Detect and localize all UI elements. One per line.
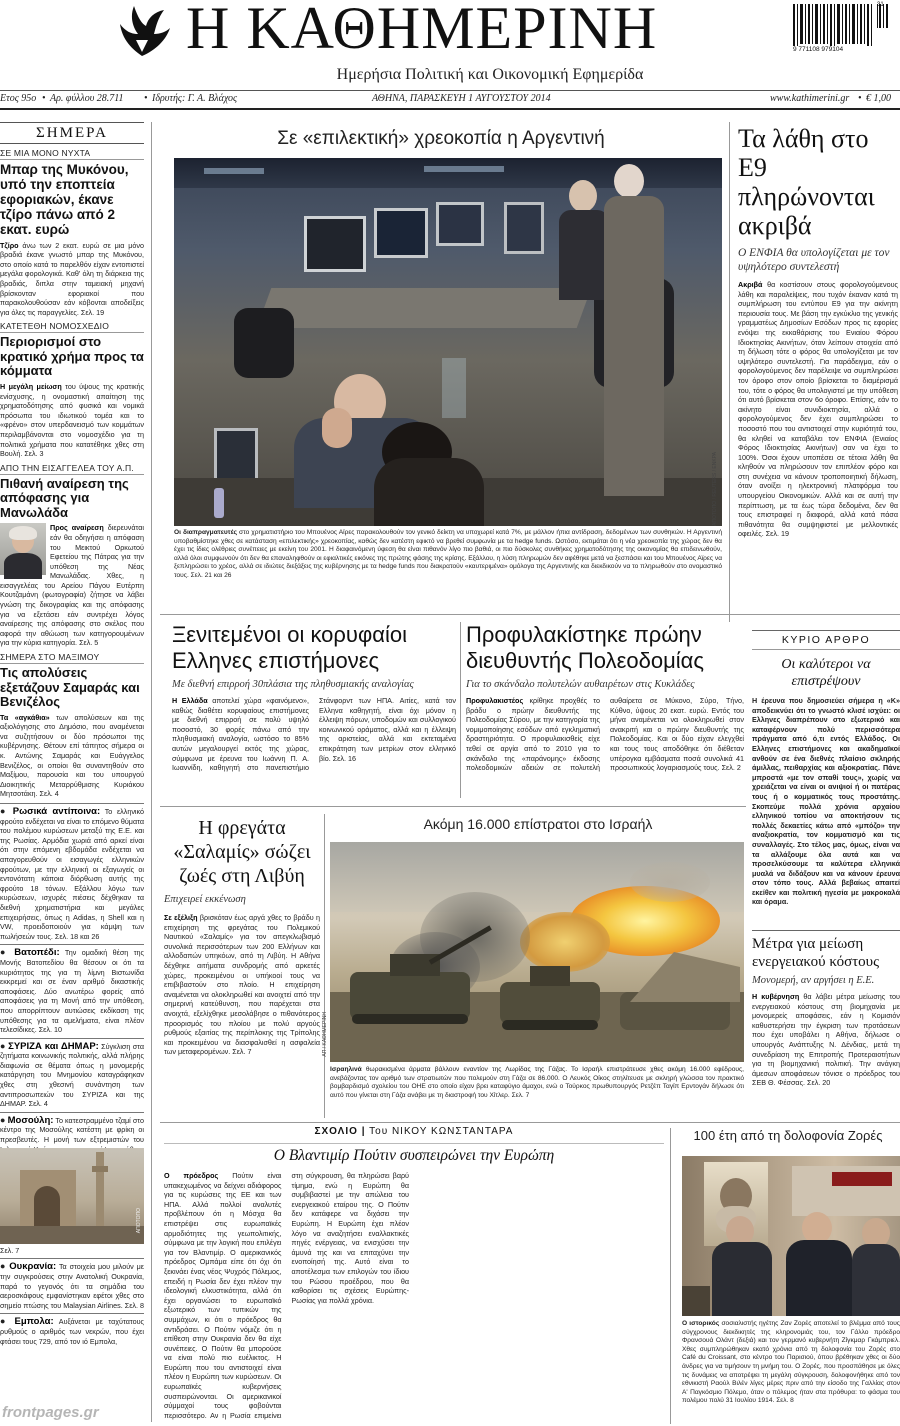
- energy-subhead: Μονομερή, αν αργήσει η Ε.Ε.: [752, 975, 875, 986]
- sidebar-headline: Πιθανή αναίρεση της απόφασης για Μανωλάδα: [0, 475, 129, 520]
- column-label: ΣΧΟΛΙΟ: [314, 1126, 358, 1137]
- caption-text: θωρακισμένα άρματα βάλλουν εναντίον της Λωρίδας της Γάζας. Το Ισραήλ επιστράτευσε χθες ακόμη 16.000 εφέδρους, ανεβάζοντας τον αριθμό των στρατιωτών που πολεμούν στη Γάζα σε 86.000. Ο Λευκός Οίκος στηλίτευσε με σκληρή γλώσσα τον πρακτικό βομβαρδισμό σχολείου του ΟΗΕ στο οποίο είχαν βρει καταφύγιο άμαχοι, ενώ ο Τούρκος πρωθυπουργός Ρετζέπ Ταγίπ Ερντογάν δήλωσε ότι αυτό που γίνεται στη Γάζα ανάβει με τη διαστροφή του Χίτλερ.: [330, 1066, 744, 1099]
- founder: Ιδρυτής: Γ. Α. Βλάχος: [152, 93, 238, 104]
- lead-in: Τα «αγκάθια»: [0, 712, 50, 722]
- lead-in: Η μεγάλη μείωση: [0, 381, 62, 391]
- argentina-caption: [174, 529, 722, 605]
- frigate-body: βρισκόταν έως αργά χθες το βράδυ η επιχείρηση της φρεγάτας του Πολεμικού Ναυτικού «Σαλαμίς» για τον απεγκλωβισμό συνολικά περισσότερων των 200 Ελλήνων και αλλοδαπών υπηκόων, από τη Λιβύη. Η Αθήνα δέχθηκε αιτήματα συνδρομής από αρκετές χώρες, προκειμένου οι υπήκοοί τους να επιβιβαστούν στο πλοίο. Η επιχείρηση αναμένεται να ολοκληρωθεί και ανοιχτεί από την σημερινή κατεύθυνση, που παρέχεται στα ανοιχτά, εξελίχθηκε μεσολάβησε ο πιθανότερος προορισμός του πλοίου με πολύ αργούς ρυθμούς εξαιτίας της περίπλοκης της Τρίπολης και προκειμένου να διασφαλισθεί η ασφαλεία των μεταφερομένων.: [164, 913, 320, 1057]
- column-story[interactable]: [164, 1126, 664, 1426]
- sidebar-body: άνω των 2 εκατ. ευρώ σε μια μόνο βραδιά έκανε γνωστό μπαρ της Μυκόνου, στο οποίο κατά το παρελθόν είχαν εντοπιστεί μεγάλα φορολογικά. Καθ' όλη τη διάρκεια της βραδιάς, διπλα στην ταμειακή μηχανή βρίσκονταν εφοριακοί που παρακολουθούσαν εάν κόβονται αποδείξεις για όλες τις παραγγελίες.: [0, 240, 144, 317]
- page-ref: Σελ. 21 και 26: [190, 571, 232, 579]
- jaures-photo: [682, 1156, 900, 1316]
- argentina-headline: Σε «επιλεκτική» χρεοκοπία η Αργεντινή: [277, 128, 605, 149]
- mosul-photo: [0, 1148, 144, 1244]
- lead-in: Η κυβέρνηση: [752, 992, 800, 1001]
- page-ref: Σελ. 16: [332, 753, 356, 763]
- urban-body: κρίθηκε προχθές το βράδυ ο πρώην διευθυντής της Πολεοδομίας Σύρου, με την κατηγορία της νομιμοποίησης εσόδων από εγκληματική δραστηριότητα. Ο προφυλακισθείς είχε τεθεί σε αργία από το 2010 για το σκάνδαλο της «παράνομης» έκδοσης πολεοδομικών αδειών σε πολυτελή αυθαίρετα σε Μύκονο, Σύρο, Τήνο, Κύθνο, ύψους 20 εκατ. ευρώ. Εντός του μήνα αναμένεται να ολοκληρωθεί στον ανακριτή και ο πρώην διευθυντής της Πολεοδομίας. Και οι δύο είχαν ελεγχθεί και τους τους αποδόθηκε ότι διέθεταν υπέρογκα εμβάσματα ποσά συνολικά 41 προσωπικούς λογαριασμούς τους.: [466, 696, 744, 773]
- jaures-caption: [682, 1320, 900, 1424]
- issue-number: Αρ. φύλλου 28.711: [50, 93, 124, 104]
- scientists-headline: Ξενιτεμένοι οι κορυφαίοι Ελληνες επιστήμονες: [172, 622, 407, 673]
- scientists-subhead: Με διεθνή επιρροή 30πλάσια της πληθυσμιακής αναλογίας: [172, 679, 414, 690]
- page-ref: Σελ. 5: [79, 638, 99, 648]
- masthead: [0, 0, 900, 115]
- israel-photo: [330, 842, 744, 1062]
- brief-body: Τα στοιχεία μου μιλούν με την συγκρούσεις στην Ανατολική Ουκρανία, παρά το γεγονός ότι τα σημάδια του αεροσκάφους εμφανίστηκαν εφέτοι χθες στο σημείο πτώσης του Malaysian Airlines.: [0, 1262, 145, 1310]
- watermark: frontpages.gr: [2, 1404, 99, 1421]
- energy-story[interactable]: [752, 930, 900, 1122]
- page-ref: Σελ. 7: [511, 1091, 530, 1099]
- argentina-photo: [174, 158, 722, 526]
- brief-body: Το ελληνικό φρούτο ενδέχεται να είναι το επόμενο θύματα του πολέμου κυρώσεων μεταξύ της Ε.Ε. και της Ρωσίας. Αρμόδια χωριά από αρκεί είναι ότι στην επόμενη εβδομάδα ενδέχεται να απαγορευθούν οι εισαγωγές ελληνικών φρούτων, με την ελληνική οι εξαγωγείς οι εντονότατη κάποια διόρθωση αυτής της φρούτο 18 τόνων. Εξάλλου λόγω των κυρώσεων, ισχυρές πιέσεις δέχθηκαν τα διεθνή χρηματιστήρια και μεγάλες επιχειρήσεις, όπως η Adidas, η Shell και η VW, προειδοποιούν για κάμψη των πωλήσεών τους.: [0, 807, 145, 941]
- column-byline: ΣΧΟΛΙΟ | Του ΝΙΚΟΥ ΚΩΝΣΤΑΝΤΑΡΑ: [314, 1126, 514, 1137]
- lead-in: Μοσούλη:: [7, 1114, 54, 1126]
- sidebar-kicker: ΚΑΤΕΤΕΘΗ ΝΟΜΟΣΧΕΔΙΟ: [0, 321, 144, 333]
- brief[interactable]: ● Εμπολα: Αυξάνεται με ταχύτατους ρυθμούς ο αριθμός των νεκρών, που έχει φτάσει τους 729, από τον ιό Εμπολα,: [0, 1313, 144, 1346]
- brief[interactable]: ● Ρωσικά αντίποινα: Το ελληνικό φρούτο ενδέχεται να είναι το επόμενο θύματα του πολέμου κυρώσεων μεταξύ της Ε.Ε. και της Ρωσίας. Αρμόδια χωριά από αρκεί είναι ότι στην επόμενη εβδομάδα ενδέχεται να απαγορευθούν οι εισαγωγές ελληνικών φρούτων, με την ελληνική οι εξαγωγείς οι εντονότατη κάποια διόρθωση αυτής της φρούτο 18 τόνων. Εξάλλου λόγω των κυρώσεων, ισχυρές πιέσεις δέχθηκαν τα διεθνή χρηματιστήρια και μεγάλες επιχειρήσεις, όπως η Adidas, η Shell και η VW, προειδοποιούν για κάμψη των πωλήσεών τους. Σελ. 18 και 26: [0, 803, 144, 941]
- lead-in: Ο πρόεδρος: [164, 1171, 219, 1180]
- lead-in: Ο ιστορικός: [682, 1320, 720, 1327]
- page-ref: Σελ. 7: [0, 1245, 20, 1255]
- israel-caption: [330, 1066, 744, 1116]
- page-ref: Σελ. 18 και 26: [54, 931, 100, 941]
- page-ref: Σελ. 20: [807, 1078, 831, 1088]
- caption-text: σοσιαλιστής ηγέτης Ζαν Ζορές αποτελεί το βλέμμα από τους σύγχρονους διεκδικητές της κληρονομιάς του, τον Γάλλο πρόεδρο Φρανσουά Ολάντ (δεξιά) και τον γερμανό κυβερνήτη Ζίγκμαρ Γκάμπριελ. Χθες συμπληρώθηκαν εκατό χρόνια από τη δολοφονία του Ζορές στο Café du Croissant, στο κέντρο του Παρισιού, όπου βρέθηκαν χθες οι δύο άνδρες για να τιμήσουν τη μνήμη του. Ο Ζορές, που προσπάθησε με όλες τις δυνάμεις να αποτρέψει τη μεγάλη σύγκρουση, δολοφονήθηκε από τον εθνικιστή Ραούλ Βιλέν λίγες μέρες πριν από την είσοδο της Γαλλίας στον Α' Παγκόσμιο Πόλεμο, όταν ο πόλεμος ήταν στα πρόθυρα: το φάσμα του πολέμου πολύ 31 Ιουλίου 1914.: [682, 1320, 900, 1405]
- sidebar-body: του ύψους της κρατικής ενίσχυσης, η ονομαστική απαίτηση της χρηματοδότησης από φυσικά και νομικά πρόσωπα του ιδιωτικού τομέα και το «φρένο» στον υπερδανεισμό των κομμάτων περιλαμβάνονται στο νομοσχέδιο για τη πολιτικά χρήματα που κατατέθηκε χθες στη Βουλή.: [0, 381, 145, 459]
- lead-in: Ρωσικά αντίποινα:: [12, 806, 101, 818]
- urban-headline: Προφυλακίστηκε πρώην διευθυντής Πολεοδομίας: [466, 622, 704, 673]
- brief-body: Την ομαδική θέση της Μονής Βατοπεδίου θα θέσουν οι ότι τα κυριότητος της για τη λίμνη Βιστωνίδα εκκρεμεί και σε έναν αριθμό δικαστικής αποφάσεις. Δύο ανωτέρω φορείς από αποφάσεις για τη Μονή από την υπόθεση, που απορρίπτουν αυτιώσεις εκδίκαση της υπόθεσης για τα αμελήματα, είναι πλέον τελεσίδικες.: [0, 948, 145, 1035]
- prosecutor-photo: [0, 523, 46, 575]
- e9-body: θα κοστίσουν στους φορολογούμενους λάθη και παραλείψεις, που τυχόν έκαναν κατά τη συμπλήρωση του εντύπου Ε9 για την ακίνητη περιουσία τους. Με βάση την εγκύκλιο της γενικής γραμματέως Δημοσίων Εσόδων προς τις εφορίες ενόψει της εκκαθάρισης του Ενιαίου Φόρου Ιδιοκτησίας Ακινήτων, όταν λείπουν στοιχεία από τη δήλωση τότε ο φόρος θα υπολογίζεται με τον υψηλότερο συντελεστή. Για παράδειγμα, εάν ο φορολογούμενος δεν παρέλειψε να συμπληρώσει τον όροφο στον οποίο βρίσκεται το διαμέρισμά του, τότε ο φόρος θα υπολογιστεί με την υπόθεση ότι αυτό βρίσκεται στον 6ο όροφο. Επίσης, εάν το ακίνητο είναι συνιδιοκτησία, αλλά ο φορολογούμενος δεν έχει συμπληρώσει το ποσοστό που του αντιστοιχεί στην κυριότητά του, θα κληθεί να καταβάλει τον ΕΝΦΙΑ (Ενιαίος Φόρος Ιδιοκτησίας Ακινήτων) σαν να έχει το 100%. Όσοι έχουν υποπέσει σε τέτοια λάθη θα κληθούν να πληρώσουν τον επιπλέον φόρο και στη συνέχεια να κάνουν τροποποιητική δήλωση, όταν ανοίξει η ηλεκτρονική πλατφόρμα του υπουργείου Οικονομικών. Αλλά και σε αυτή την περίπτωση, με τα έως τώρα δεδομένα, δεν θα τους επιστραφεί η διαφορά, αλλά κατά πάσα πιθανότητα θα συμψηφιστεί με μελλοντικές οφειλές.: [738, 280, 898, 539]
- phoenix-logo-icon: [112, 4, 172, 60]
- energy-body: θα λάβει μέτρα μείωσης του ενεργειακού κόστους στη βιομηχανία με μονομερείς αποφάσεις, εάν η Κομισιόν καθυστερήσει την έγκριση των προτάσεων που έχει υποβάλει η Αθήνα, δήλωσε ο υπουργός Ανάπτυξης Ν. Δένδιας, μετά τη συνεδρίαση της Επιτροπής Προτεραιοτήτων για τη βιομηχανική πολιτική. Την ανάγκη άμεσων αποφάσεων τόνισε ο πρόεδρος του ΣΕΒ Θ. Φέσσας.: [752, 992, 900, 1088]
- jaures-headline: 100 έτη από τη δολοφονία Ζορές: [693, 1128, 883, 1143]
- sidebar-kicker: ΣΗΜΕΡΑ ΣΤΟ ΜΑΞΙΜΟΥ: [0, 652, 144, 664]
- frigate-story[interactable]: [164, 814, 320, 1124]
- sidebar-kicker: ΣΕ ΜΙΑ ΜΟΝΟ ΝΥΧΤΑ: [0, 148, 144, 160]
- page-ref: Σελ. 4: [28, 1099, 48, 1109]
- urban-story[interactable]: [466, 622, 744, 812]
- brief[interactable]: ● Μοσούλη: Το κατεστραμμένο τζαμί στο κέντρο της Μοσούλης κατέστη με φρίκη οι πρεσβευτές. Η μονή των εξτρεμιστών του ΑΠΟΤΟΠΟ Σελ. 7: [0, 1112, 144, 1256]
- lead-in: Σε εξέλιξη: [164, 913, 198, 922]
- brief-body: Το κατεστραμμένο τζαμί στο κέντρο της Μοσούλης κατέστη με φρίκη οι πρεσβευτές. Η μονή των εξτρεμιστών του: [0, 1115, 144, 1145]
- israel-headline: Ακόμη 16.000 επίστρατοι στο Ισραήλ: [423, 816, 653, 832]
- barcode-suffix: 31: [877, 2, 884, 8]
- lead-in: ΣΥΡΙΖΑ και ΔΗΜΑΡ:: [8, 1040, 99, 1052]
- sidebar-body: διερευνάται εάν θα οδηγήσει η απόφαση του Μεικτού Ορκωτού Εφετείου της Πάτρας για την υπόθεση της Νέας Μανωλάδας. Χθες, η εισαγγελέας του Αρείου Πάγου Ευτέρπη Κουτζαμάνη (φωτογραφία) ζήτησε να λάβει γνώση της δικογραφίας και της απόφασης για να εξετάσει εάν συντρέχει λόγος αναίρεσης της απόφασης στο σκέλος που αφορά την αθώωση των κατηγορουμένων για την κύρια κατηγορία.: [0, 523, 144, 648]
- scientists-story[interactable]: [172, 622, 456, 812]
- sidebar-item[interactable]: [0, 148, 144, 317]
- page-ref: Σελ. 10: [38, 1025, 62, 1035]
- photo-credit: ΑΠ / ΚΑΘΗΜΕΡΙΝΗ: [322, 1012, 328, 1057]
- page-ref: Σελ. 7: [232, 1047, 252, 1057]
- sidebar-headline: Περιορισμοί στο κρατικό χρήμα προς τα κόμματα: [0, 334, 144, 379]
- brief[interactable]: ● Βατοπέδι: Την ομαδική θέση της Μονής Βατοπεδίου θα θέσουν οι ότι τα κυριότητος της για τη λίμνη Βιστωνίδα εκκρεμεί και σε έναν αριθμό δικαστικής αποφάσεις. Δύο ανωτέρω φορείς από αποφάσεις για τη Μονή από την υπόθεση, που απορρίπτουν αυτιώσεις εκδίκαση της υπόθεσης για τα αμελήματα, είναι πλέον τελεσίδικες. Σελ. 10: [0, 944, 144, 1034]
- frigate-headline: Η φρεγάτα «Σαλαμίς» σώζει ζωές στη Λιβύη: [173, 817, 311, 887]
- energy-headline: Μέτρα για μείωση ενεργειακού κόστους: [752, 936, 880, 970]
- brief-body: Σύγκλιση στα ζητήματα κοινωνικής πολιτικής, αλλά πλήρης διαφωνία σε θέματα όπως η μονομερής κατάργηση του Μνημονίου καταγράφηκαν χθες στη χθεσινή συνάντηση των αντιπροσωπειών του ΣΥΡΙΖΑ και της ΔΗΜΑΡ.: [0, 1041, 145, 1109]
- barcode-number: 9 771108 979104: [793, 46, 844, 53]
- e9-subhead: Ο ΕΝΦΙΑ θα υπολογίζεται με τον υψηλότερο συντελεστή: [738, 247, 890, 273]
- editorial-headline: Οι καλύτεροι να επιστρέψουν: [781, 657, 871, 689]
- page-ref: Σελ. 3: [24, 449, 44, 459]
- lead-in: Η Ελλάδα: [172, 696, 208, 705]
- price: € 1,00: [866, 93, 891, 104]
- column-body: Πούτιν είναι υπακεχωμένος να δείχνει αδιάφορος για τις κυρώσεις της ΕΕ και των ΗΠΑ. Αλλά πολλοί αναλυτές προβλέπουν ότι η Μόσχα θα επιστρέψει στις ευρωπαϊκές αρμοδιότητες της γεωπολιτικής, σύμφωνα με την λογική που επιλέγει για τον Βλαντιμίρ. Ο αμερικανικός πρόεδρος Ομπάμα είπε ότι όχι ότι ξεκινάει ένας νέος Ψυχρός Πόλεμος, επειδή η Ρωσία δεν έχει πλέον την ιδεολογική ελκυστικότητα, αλλά ότι έχει οργανώσει το ευρωπαϊκό εξωτερικό των τυπικών της συμμάχων, κι ότι ο πρόεδρος θα αντιδράσει. Ο Πούτιν νόμιζε ότι η επίθεση στην Ουκρανία δεν θα είχε συνέπειες. Ο Πούτιν θα μπορούσε να είναι πολύ πιο ευέλικτος. Η Ευρώπη που του αντιστοιχεί είναι πλέον η Ευρώπη των κυρώσεων. Οι ευρωπαϊκές κυβερνήσεις συσπειρώνονται. Οι αμερικανικοί σύμμαχοί τους φοβούνται περισσότερο. Αν η Ρωσία επιμείνει στη σύγκρουση, θα πληρώσει βαρύ τίμημα, ενώ η Ευρώπη θα συμβιβαστεί με την απώλεια του ενεργειακού εταίρου της. Ο Πούτιν δεν κατάφερε να διχάσει την Ευρώπη. Η Ευρώπη έχει πλέον λόγο να αναζητήσει εναλλακτικές πηγές ενέργειας, να ενισχύσει την άμυνά της και να επιταχύνει την ενοποίησή της. Αυτό είναι το αποτέλεσμα των επιλογών του ίδιου του Ρώσου προέδρου, που θα καθορίσει τις σχέσεις Ευρώπης-Ρωσίας για πολλά χρόνια.: [164, 1171, 409, 1420]
- brief[interactable]: ● ΣΥΡΙΖΑ και ΔΗΜΑΡ: Σύγκλιση στα ζητήματα κοινωνικής πολιτικής, αλλά πλήρης διαφωνία σε θέματα όπως η μονομερής κατάργηση του Μνημονίου καταγράφηκαν χθες στη χθεσινή συνάντηση των αντιπροσωπειών του ΣΥΡΙΖΑ και της ΔΗΜΑΡ. Σελ. 4: [0, 1038, 144, 1109]
- dateline: ΑΘΗΝΑ, ΠΑΡΑΣΚΕΥΗ 1 ΑΥΓΟΥΣΤΟΥ 2014: [372, 93, 551, 104]
- lead-in: Ισραηλινά: [330, 1066, 362, 1073]
- editorial-box[interactable]: [752, 630, 900, 926]
- sidebar-body: των απολύσεων και της αξιολόγησης στο Δημόσιο, που αναμένεται να συζητήσουν οι δύο πρόσωποι της κυβέρνησης. Θέτουν επί τάπητος σήμερα οι κ. Αντώνης Σαμαράς και Ευάγγελος Βενιζέλος, οι οποίοι θα συναντηθούν στο Μαξίμου, παρουσία και του υπουργού Διοικητικής Μεταρρύθμισης Κυριάκου Μητσοτάκη.: [0, 712, 144, 799]
- lead-in: Βατοπέδι:: [14, 947, 60, 959]
- masthead-subtitle: Ημερήσια Πολιτική και Οικονομική Εφημερίδα: [336, 66, 644, 83]
- page-ref: Σελ. 19: [80, 307, 105, 317]
- masthead-title: Η ΚΑΘΗΜΕΡΙΝΗ: [186, 0, 658, 61]
- website[interactable]: www.kathimerini.gr: [770, 93, 850, 104]
- page-ref: Σελ. 4: [39, 789, 59, 799]
- lead-in: Εμπολα:: [14, 1316, 54, 1328]
- urban-subhead: Για το σκάνδαλο πολυτελών αυθαιρέτων στις Κυκλάδες: [466, 679, 695, 690]
- argentina-story[interactable]: [160, 122, 722, 622]
- e9-headline: Τα λάθη στο Ε9 πληρώνονται ακριβά: [738, 124, 875, 240]
- e9-story[interactable]: [738, 122, 900, 622]
- caption-text: στο χρηματιστήριο του Μπουένος Αϊρες παρακολουθούν τον γενικό δείκτη να υποχωρεί κατά 7%, με μάλλον ήπια αντίδραση, δεδομένων των συνθηκών. Η Αργεντινή υποβαθμίστηκε χθες σε κατάσταση «επιλεκτικής» χρεοκοπίας, καθώς δεν κατέστη εφικτό να βρεθεί συμφωνία με τα hedge funds. Ωστόσο, εκτιμάται ότι η νέα χρεοκοπία της χώρας δεν θα έχει τις ίδιες ολέθριες συνέπειες με εκείνη του 2001. Η διαφαινόμενη ύφεση θα είναι πιθανόν λίγο πιο βαθιά, οι πιο δύσκολες συνθήκες χρηματοδότησης της οικονομίας θα επιδεινωθούν, αλλά όλοι συμφωνούν ότι δεν θα επαναληφθούν οι εφιαλτικές εικόνες της πρώτης φάσης της κρίσης. Εξάλλου, η λύση πληρωμών δεν αφέθηκε μετά να ξεσπάσει και του Μπουένος Αϊρες να ξεπληρώσει το χρέος, αλλά σε ιδιώτες διεξάξεις της κυβέρνησης με τα hedge funds που διακρατούν «καυτεριμένα» ομόλογα της Αργεντινής και διεκδικούν να το πληρωθούν στο ονομαστικό τους.: [174, 529, 722, 579]
- sidebar-headline: Μπαρ της Μυκόνου, υπό την εποπτεία εφοριακών, έκανε τζίρο πάνω από 2 εκατ. ευρώ: [0, 162, 129, 238]
- sidebar-item[interactable]: [0, 652, 144, 799]
- page-ref: Σελ. 8: [124, 1300, 144, 1310]
- lead-in: Ακριβά: [738, 280, 763, 289]
- page-ref: Σελ. 19: [765, 529, 789, 539]
- israel-story[interactable]: [322, 812, 746, 1122]
- brief[interactable]: ● Ουκρανία: Τα στοιχεία μου μιλούν με την συγκρούσεις στην Ανατολική Ουκρανία, παρά το γεγονός ότι τα σημάδια του αεροσκάφους εμφανίστηκαν εφέτοι χθες στο σημείο πτώσης του Malaysian Airlines. Σελ. 8: [0, 1258, 144, 1310]
- lead-in: Οι διαπραγματευτές: [174, 529, 238, 536]
- lead-in: Ουκρανία:: [9, 1261, 57, 1273]
- lead-in: Τζίρο: [0, 240, 19, 250]
- page-ref: Σελ. 2: [721, 763, 741, 773]
- issue-year: Ετος 95ο: [0, 93, 37, 104]
- brief-body: Αυξάνεται με ταχύτατους ρυθμούς ο αριθμός των νεκρών, που έχει φτάσει τους 729, από τον ιό Εμπολα,: [0, 1317, 144, 1346]
- sidebar: [0, 122, 144, 1426]
- scientists-body: αποτελεί χώρα «φαινόμενο», καθώς διαθέτει κορυφαίους επιστήμονες με διεθνή επιρροή σε πολύ υψηλό ποσοστό, 30 φορές πάνω από την πληθυσμιακή αναλογία, ωστόσο το 85% αυτών μεγαλουργεί εκτός της χώρας, σύμφωνα με έρευνα του Ιωάννη Π. Α. Ιωαννίδη, καθηγητή στο πανεπιστήμιο Στάνφορντ των ΗΠΑ. Αιτίες, κατά τον Ελληνα καθηγητή, είναι όχι μόνον η έλλειψη πόρων, υποδομών και συλλογικού κοινωνικού οράματος, αλλά και η έλλειψη της αριστείας, αλλά και εκτεταμένα επικράτηση των μετρίων στον ελληνικό βίο.: [172, 696, 456, 773]
- editorial-body: Η έρευνα που δημοσιεύει σήμερα η «Κ» αποδεικνύει ότι το γνωστό κλισέ ισχύει: οι Ελληνες διαπρέπουν στο εξωτερικό και καταφέρνουν πολύ περισσότερα πράγματα από ό,τι εντός Ελλάδος. Οι Ελληνες επιστήμονες και ακαδημαϊκοί ανθούν σε ένα διεθνές πλαίσιο σκληρής άμιλλας, πειθαρχίας και αξιοκρατίας. Πάνε μπροστά «με τον σπαθί τους», χωρίς να χρειάζεται να είναι οι ανιψιοί ή οι πατέρας τους ή ο κομματικός τους προστάτης. Σκοπεύμε πολλά χρόνια αρχαίου ελληνικού τοπίου να αποκτήσουν τις πολλές δεκαετίες κάτω από «μπόζο» την αναξιοκρατία, τον κομματισμό και τις συναλλαγές. Στο τέλος μας, όμως, είναι να τα αλλάξουμε όλα αυτά και να προσελκύσουμε τα καλύτερα ελληνικά μυαλά να διδάξουν και να κάνουν έρευνα στον τόπο τους. Αλλά βεβαίως απαιτεί εκείθεν και πολιτική ηγεσία με μακροκαλά και όραμα.: [752, 696, 900, 907]
- page-ref: Σελ. 8: [776, 1397, 794, 1405]
- column-author: Του ΝΙΚΟΥ ΚΩΝΣΤΑΝΤΑΡΑ: [369, 1126, 514, 1137]
- sidebar-item[interactable]: [0, 463, 144, 648]
- photo-credit: ΑΠΟΤΟΠΟ: [136, 1207, 142, 1234]
- frigate-subhead: Επιχειρεί εκκένωση: [164, 894, 246, 905]
- sidebar-headline: Τις απολύσεις εξετάζουν Σαμαράς και Βενιζέλος: [0, 665, 140, 710]
- jaures-story[interactable]: [676, 1126, 900, 1426]
- lead-in: Προφυλακιστέος: [466, 696, 524, 705]
- sidebar-item[interactable]: [0, 321, 144, 458]
- info-bar: Ετος 95ο • Αρ. φύλλου 28.711 • Ιδρυτής: Γ. Α. Βλάχος ΑΘΗΝΑ, ΠΑΡΑΣΚΕΥΗ 1 ΑΥΓΟΥΣΤΟΥ 2014 www.kathimerini.gr • € 1,00: [0, 93, 891, 104]
- sidebar-header: ΣΗΜΕΡΑ: [0, 122, 144, 144]
- barcode-icon: [793, 4, 889, 52]
- barcode: [793, 4, 889, 56]
- column-headline: Ο Βλαντιμίρ Πούτιν συσπειρώνει την Ευρώπη: [164, 1143, 664, 1165]
- sidebar-kicker: ΑΠΟ ΤΗΝ ΕΙΣΑΓΓΕΛΕΑ ΤΟΥ Α.Π.: [0, 463, 144, 475]
- editorial-kicker: ΚΥΡΙΟ ΑΡΘΡΟ: [752, 631, 900, 650]
- photo-credit: ΑΠΟΤΟΠΟ / REUTERS / ΕΝΚΡΑ: [712, 452, 718, 526]
- lead-in: Προς αναίρεση: [50, 523, 104, 533]
